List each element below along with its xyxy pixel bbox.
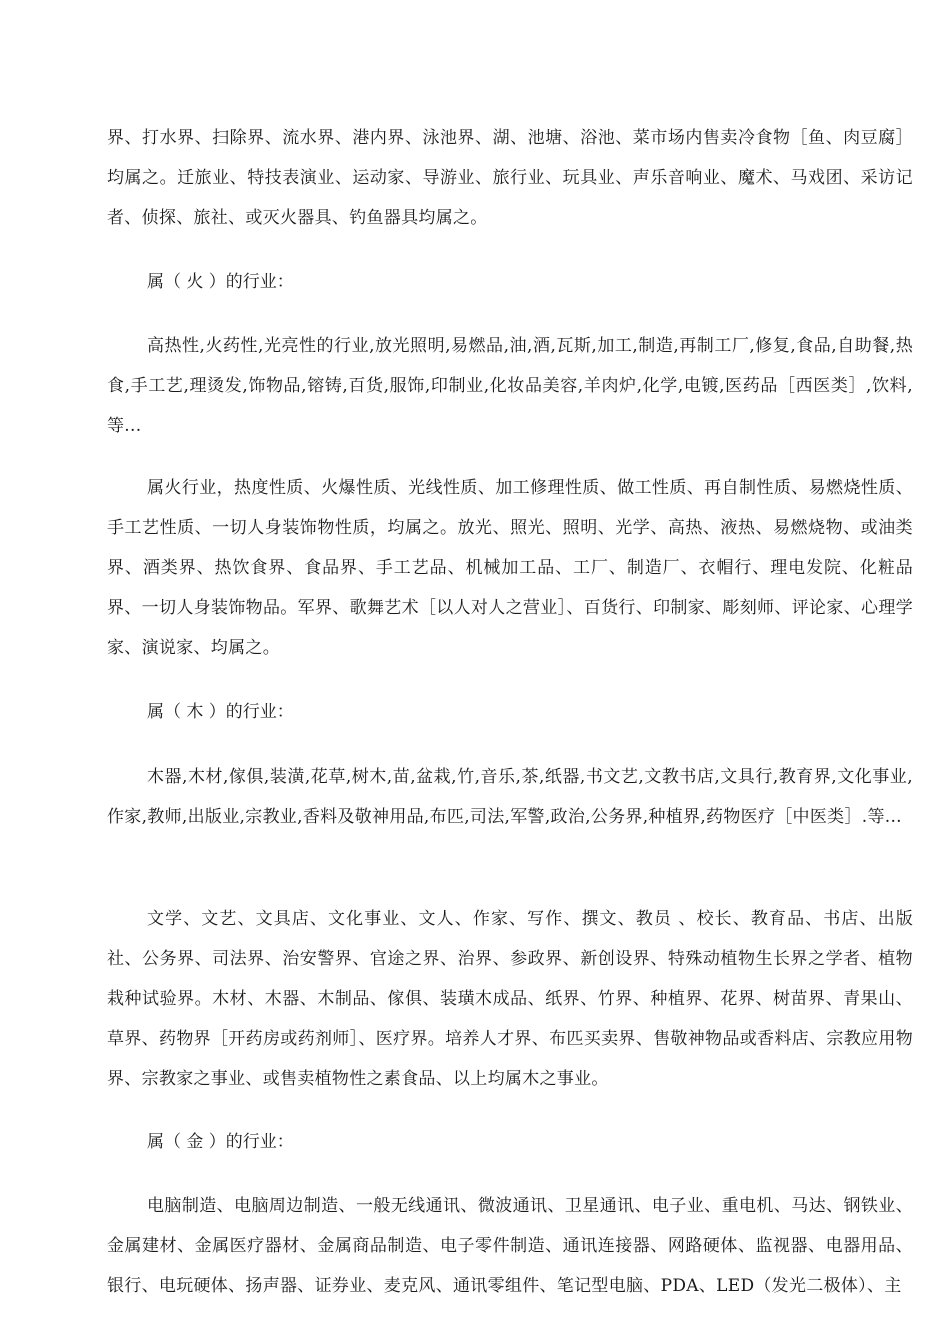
heading-metal-industries: 属（ 金 ）的行业： <box>147 1132 294 1152</box>
heading-wood-industries: 属（ 木 ）的行业： <box>147 702 294 722</box>
paragraph-water-continued: 界、打水界、扫除界、流水界、港内界、泳池界、湖、池塘、浴池、菜市场内售卖冷食物［鱼、肉豆腐］均属之。迁旅业、特技表演业、运动家、导游业、旅行业、玩具业、声乐音响业、魔术、马戏团、采访记者、侦探、旅社、或灭火器具、钓鱼器具均属之。 <box>107 128 913 228</box>
paragraph-fire-list: 高热性,火药性,光亮性的行业,放光照明,易燃品,油,酒,瓦斯,加工,制造,再制工厂,修复,食品,自助餐,热食,手工艺,理烫发,饰物品,镕铸,百货,服饰,印制业,化妆品美容,羊肉炉,化学,电镀,医药品［西医类］,饮料,等... <box>107 336 913 436</box>
paragraph-metal-list: 电脑制造、电脑周边制造、一般无线通讯、微波通讯、卫星通讯、电子业、重电机、马达、钢铁业、金属建材、金属医疗器材、金属商品制造、电子零件制造、通讯连接器、网路硬体、监视器、电器用品、银行、电玩硬体、扬声器、证券业、麦克风、通讯零组件、笔记型电脑、PDA、LED（发光二极体）、主 <box>107 1196 913 1296</box>
paragraph-wood-list: 木器,木材,傢俱,装潢,花草,树木,苗,盆栽,竹,音乐,茶,纸器,书文艺,文教书店,文具行,教育界,文化事业,作家,教师,出版业,宗教业,香料及敬神用品,布匹,司法,军警,政治,公务界,种植界,药物医疗［中医类］.等... <box>107 767 913 827</box>
paragraph-wood-description: 文学、文艺、文具店、文化事业、文人、作家、写作、撰文、教员 、校长、教育品、书店、出版社、公务界、司法界、治安警界、官途之界、治界、参政界、新创设界、特殊动植物生长界之学者、植物栽种试验界。木材、木器、木制品、傢俱、装璜木成品、纸界、竹界、种植界、花界、树苗界、青果山、草界、药物界［开药房或药剂师］、医疗界。培养人才界、布匹买卖界、售敬神物品或香料店、宗教应用物界、宗教家之事业、或售卖植物性之素食品、以上均属木之事业。 <box>107 909 913 1089</box>
heading-fire-industries: 属（ 火 ）的行业： <box>147 272 294 292</box>
paragraph-fire-description: 属火行业，热度性质、火爆性质、光线性质、加工修理性质、做工性质、再自制性质、易燃烧性质、手工艺性质、一切人身装饰物性质，均属之。放光、照光、照明、光学、高热、液热、易燃烧物、或油类界、酒类界、热饮食界、食品界、手工艺品、机械加工品、工厂、制造厂、衣帽行、理电发院、化粧品界、一切人身装饰物品。军界、歌舞艺术［以人对人之营业］、百货行、印制家、彫刻师、评论家、心理学家、演说家、均属之。 <box>107 478 913 658</box>
